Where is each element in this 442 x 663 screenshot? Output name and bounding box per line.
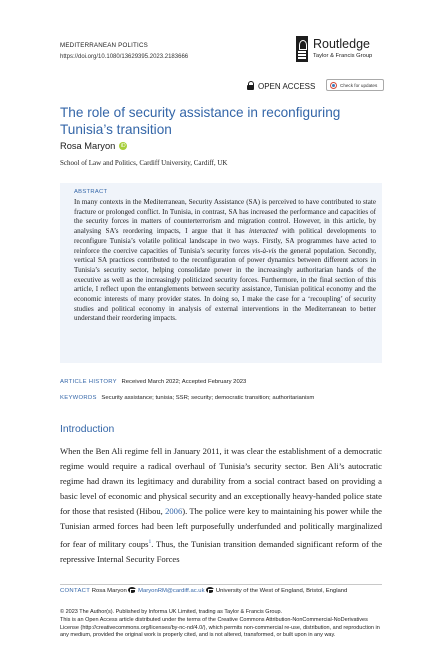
open-lock-icon [247,81,255,91]
routledge-mark-icon [296,36,308,62]
contact-label: CONTACT [60,588,91,594]
body-part: ). The police were key to maintaining his power while the Tunisian armed forces had been left purposefully underfunded and politically marginalized for fear of military coups [60,506,382,549]
copyright-notice [60,609,385,640]
article-title: The role of security assistance in reconfiguring Tunisia’s transition [60,105,341,137]
abstract-part: with political developments to reconfigure Tunisia’s volatile political landscape in two ways. Firstly, SA programmes have acted to reinforce the coercive capacities of Tunisia’s security forces [74,227,377,255]
check-for-updates-button[interactable] [326,79,384,91]
open-access-label: OPEN ACCESS [258,81,316,91]
contact-institution: University of the West of England, Bristol, England [215,588,348,594]
journal-name: MEDITERRANEAN POLITICS [60,42,148,49]
check-updates-label: Check for updates [340,82,378,88]
history-value: Received March 2022; Accepted February 2023 [121,379,247,385]
citation-link[interactable]: 2006 [165,506,183,517]
crossmark-icon [330,82,337,89]
institution-icon [206,587,214,593]
abstract-emphasis: interacted [248,227,278,236]
doi-link[interactable]: https://doi.org/10.1080/13629395.2023.2183666 [60,54,189,60]
abstract-text [74,198,376,324]
keywords [60,395,314,401]
article-history [60,379,246,385]
author-line [60,141,127,151]
publisher-sub: Taylor & Francis Group [313,53,373,59]
footnote-link[interactable]: 1 [148,538,152,545]
footer-divider [60,584,382,585]
abstract-part: the general population. Secondly, vertical SA practices contributed to the reconfiguration of power dynamics between different actors in Tunisia’s security sector, helping consolidate power in the increasingly authoritarian hands of the executive as well as the increasingly politicized security forces. Furthermore, in the final section of this article, I reflect upon the entanglements between security assistance, Tunisian political economy and the economic interests of many provider states. In doing so, I make the case for a ‘recoupling’ of security studies and political economy in analysis of external interventions in the Mediterranean to better understand their reordering impacts. [74,246,376,323]
open-access-badge [247,81,315,91]
abstract-heading: ABSTRACT [74,189,108,195]
license-text: This is an Open Access article distributed under the terms of the Creative Commons Attribution-NonCommercial-NoDerivatives License (http://creativecommons.org/licenses/by-nc-nd/4.0/), which permits non-commercial re-use, distribution, and reproduction in any medium, provided the original work is properly cited, and is not altered, transformed, or built upon in any way. [60,616,380,639]
contact-info [60,587,385,596]
abstract-box [60,183,382,363]
keywords-value: Security assistance; tunisia; SSR; security; democratic transition; authoritarianism [101,395,315,401]
introduction-text [60,444,382,567]
abstract-emphasis: vis-à-vis [252,246,277,255]
routledge-logo[interactable] [296,36,392,72]
affiliation: School of Law and Politics, Cardiff University, Cardiff, UK [60,159,228,167]
copyright-line: © 2023 The Author(s). Published by Informa UK Limited, trading as Taylor & Francis Group. [60,609,283,615]
abstract-part: In many contexts in the Mediterranean, Security Assistance (SA) is perceived to have contributed to state fracture or prolonged conflict. In Tunisia, in contrast, SA has increased the performance and capacities of the security forces in matters of counterterrorism and migration control. However, in this article, by analysing SA’s reordering impacts, I argue that it has [74,198,376,236]
body-part: . Thus, the Tunisian transition demanded significant reform of the repressive Internal Security Forces [60,538,383,564]
publisher-name: Routledge [313,37,370,51]
author-name: Rosa Maryon [60,141,116,151]
orcid-icon[interactable]: iD [120,143,126,149]
introduction-heading: Introduction [60,424,115,435]
contact-email[interactable]: MaryonRM@cardiff.ac.uk [138,588,205,594]
keywords-label: KEYWORDS [60,395,97,401]
body-part: When the Ben Ali regime fell in January 2011, it was clear the establishment of a democratic regime would require a radical overhaul of Tunisia’s security sector. Ben Ali’s autocratic regime had drawn its legitimacy and durability from a social contract based on providing a basic level of economic and physical security and an exceptionally heavy-handed police state for those that resisted (Hibou, [60,446,382,517]
contact-name: Rosa Maryon [91,588,127,594]
email-icon [128,587,136,593]
history-label: ARTICLE HISTORY [60,379,117,385]
